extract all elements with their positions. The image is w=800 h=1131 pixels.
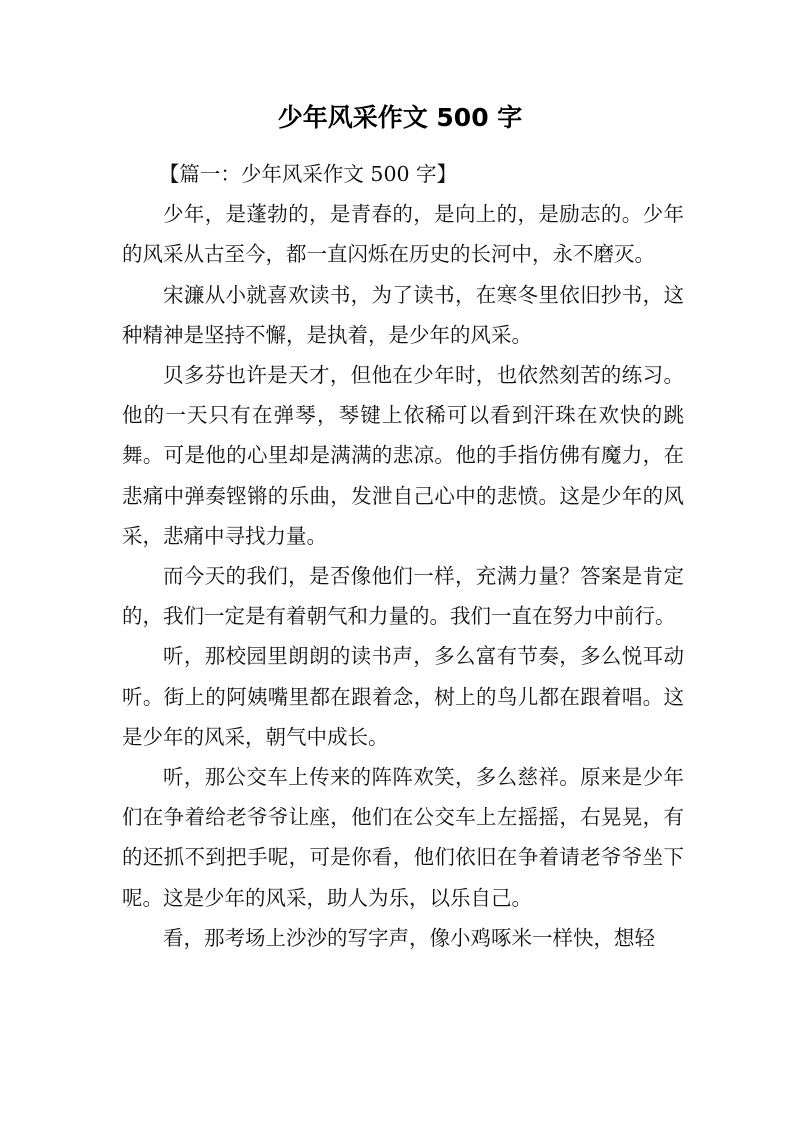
paragraph: 宋濂从小就喜欢读书，为了读书，在寒冬里依旧抄书，这种精神是坚持不懈，是执着，是少年的风采。 — [122, 282, 684, 347]
paragraph: 贝多芬也许是天才，但他在少年时，也依然刻苦的练习。他的一天只有在弹琴，琴键上依稀可以看到汗珠在欢快的跳舞。可是他的心里却是满满的悲凉。他的手指仿佛有魔力，在悲痛中弹奏铿锵的乐曲，发泄自己心中的悲愤。这是少年的风采，悲痛中寻找力量。 — [122, 363, 684, 548]
paragraph: 看，那考场上沙沙的写字声，像小鸡啄米一样快，想轻 — [163, 925, 655, 950]
document-title: 少年风采作文 500 字 — [277, 103, 523, 132]
paragraph: 而今天的我们，是否像他们一样，充满力量？答案是肯定的，我们一定是有着朝气和力量的。我们一直在努力中前行。 — [122, 564, 684, 629]
paragraph: 少年，是蓬勃的，是青春的，是向上的，是励志的。少年的风采从古至今，都一直闪烁在历史的长河中，永不磨灭。 — [122, 202, 684, 267]
paragraph: 听，那校园里朗朗的读书声，多么富有节奏，多么悦耳动听。街上的阿姨嘴里都在跟着念，树上的鸟儿都在跟着唱。这是少年的风采，朝气中成长。 — [122, 644, 684, 749]
paragraph: 听，那公交车上传来的阵阵欢笑，多么慈祥。原来是少年们在争着给老爷爷让座，他们在公交车上左摇摇，右晃晃，有的还抓不到把手呢，可是你看，他们依旧在争着请老爷爷坐下呢。这是少年的风采，助人为乐，以乐自己。 — [122, 765, 684, 910]
section-heading: 【篇一：少年风采作文 500 字】 — [158, 162, 458, 186]
document-body — [122, 154, 684, 958]
